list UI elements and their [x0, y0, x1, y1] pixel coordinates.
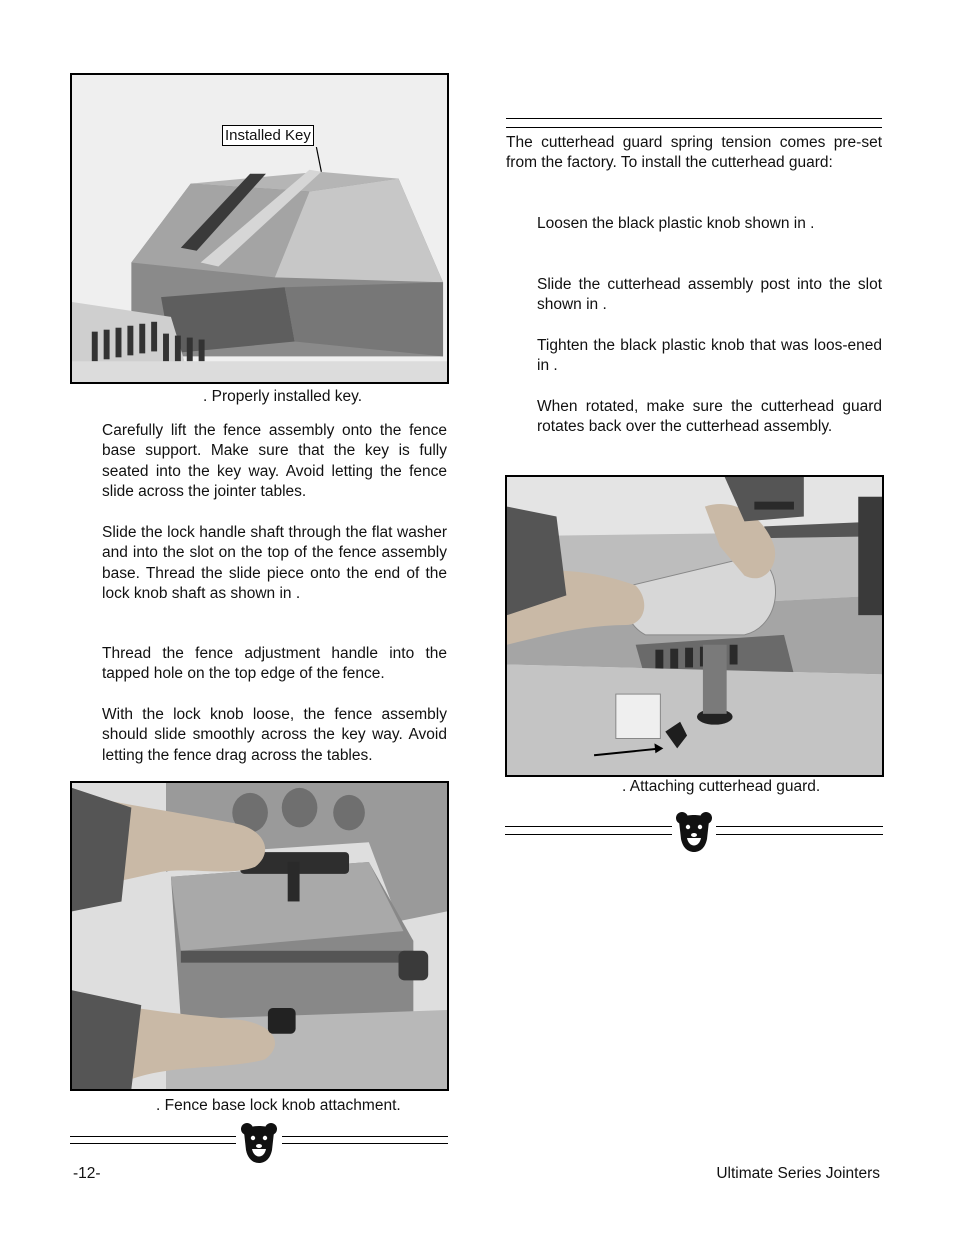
right-step-1: Loosen the black plastic knob shown in . [537, 215, 815, 232]
right-divider-rule-b [505, 834, 672, 835]
bear-logo-icon [240, 1122, 278, 1164]
figure-caption-guard: . Attaching cutterhead guard. [622, 778, 821, 795]
right-step-3: Tighten the black plastic knob that was loos-ened in . [537, 337, 882, 375]
left-divider-rule-a [70, 1136, 236, 1137]
figure-cutterhead-guard [505, 475, 884, 777]
figure-lock-knob [70, 781, 449, 1091]
right-divider-rule-a [505, 826, 672, 827]
footer-title: Ultimate Series Jointers [716, 1165, 880, 1182]
right-step-2: Slide the cutterhead assembly post into the slot shown in . [537, 276, 882, 314]
left-step-2: Slide the lock handle shaft through the flat washer and into the slot on the top of the fence assembly base. Thread the slide piece onto the end of the lock knob shaft as shown in . [102, 524, 447, 602]
right-divider-rule-c [716, 826, 883, 827]
left-divider-rule-d [282, 1143, 448, 1144]
right-intro: The cutterhead guard spring tension comes pre-set from the factory. To install the cutterhead guard: [506, 134, 882, 172]
bear-logo-icon [675, 811, 713, 853]
lock-knob-photo [72, 783, 447, 1089]
left-divider-rule-b [70, 1143, 236, 1144]
left-divider-rule-c [282, 1136, 448, 1137]
installed-key-callout: Installed Key [222, 125, 314, 146]
figure-caption-key: . Properly installed key. [203, 388, 363, 405]
left-step-1: Carefully lift the fence assembly onto the fence base support. Make sure that the key is fully seated into the key way. Avoid letting the fence slide across the jointer tables. [102, 422, 447, 500]
installed-key-photo [72, 75, 447, 382]
figure-caption-lock-knob: . Fence base lock knob attachment. [156, 1097, 401, 1114]
figure-installed-key [70, 73, 449, 384]
left-step-4: With the lock knob loose, the fence assembly should slide smoothly across the key way. Avoid letting the fence drag across the tables. [102, 706, 447, 764]
right-divider-rule-d [716, 834, 883, 835]
cutterhead-guard-photo [507, 477, 882, 775]
right-heading-rule-bottom [506, 127, 882, 128]
right-step-4: When rotated, make sure the cutterhead guard rotates back over the cutterhead assembly. [537, 398, 882, 436]
right-heading-rule-top [506, 118, 882, 119]
left-step-3: Thread the fence adjustment handle into the tapped hole on the top edge of the fence. [102, 645, 447, 683]
page-number: -12- [73, 1165, 101, 1182]
